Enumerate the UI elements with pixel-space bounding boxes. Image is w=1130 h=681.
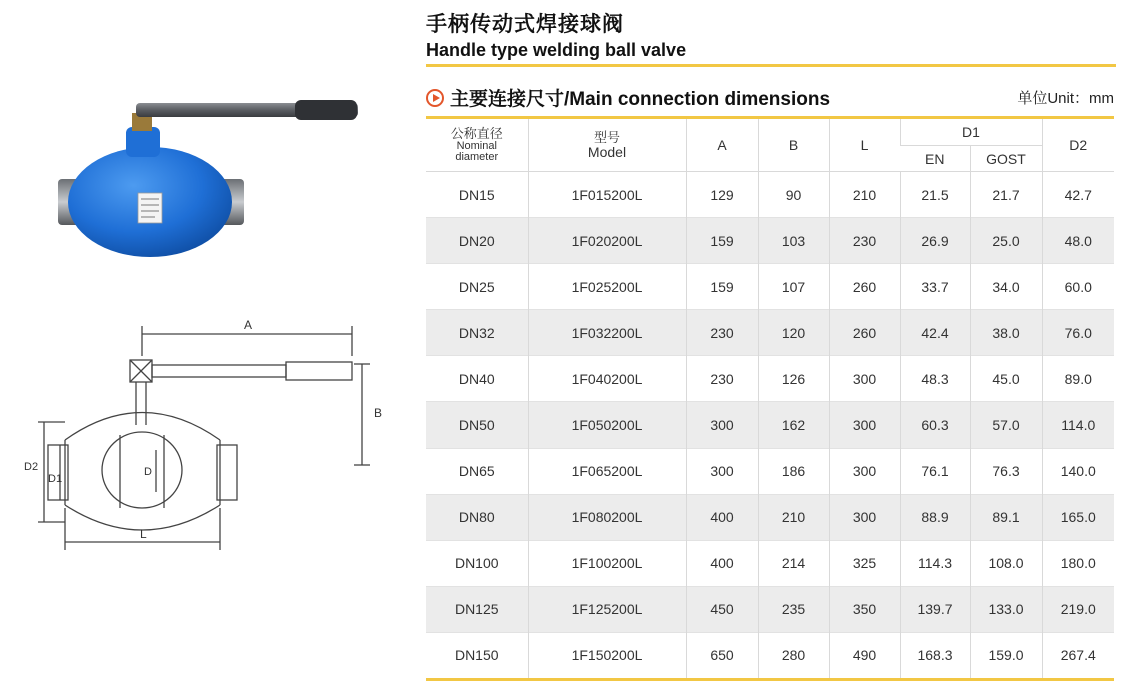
cell-nominal-diameter: DN80: [426, 494, 528, 540]
cell-a: 300: [686, 448, 758, 494]
unit-label: 单位Unit：mm: [1017, 90, 1114, 107]
cell-model: 1F032200L: [528, 310, 686, 356]
cell-d1-en: 114.3: [900, 540, 970, 586]
cell-l: 350: [829, 586, 900, 632]
cell-a: 159: [686, 264, 758, 310]
table-row: [426, 264, 1114, 310]
label-L: L: [140, 527, 147, 541]
cell-d1-en: 88.9: [900, 494, 970, 540]
cell-l: 230: [829, 218, 900, 264]
cell-d2: 267.4: [1042, 632, 1114, 679]
cell-nominal-diameter: DN15: [426, 172, 528, 218]
header-model: 型号 Model: [528, 118, 686, 172]
cell-nominal-diameter: DN125: [426, 586, 528, 632]
cell-d2: 180.0: [1042, 540, 1114, 586]
cell-model: 1F100200L: [528, 540, 686, 586]
cell-d1-en: 76.1: [900, 448, 970, 494]
cell-nominal-diameter: DN40: [426, 356, 528, 402]
cell-d1-gost: 25.0: [970, 218, 1042, 264]
header-a: A: [686, 118, 758, 172]
cell-d1-en: 21.5: [900, 172, 970, 218]
page-title-en: Handle type welding ball valve: [426, 40, 687, 60]
cell-a: 230: [686, 356, 758, 402]
table-row: [426, 494, 1114, 540]
dimensions-table: [426, 116, 1114, 681]
table-row: [426, 540, 1114, 586]
cell-d2: 114.0: [1042, 402, 1114, 448]
cell-model: 1F065200L: [528, 448, 686, 494]
cell-b: 120: [758, 310, 829, 356]
cell-d1-gost: 34.0: [970, 264, 1042, 310]
cell-model: 1F040200L: [528, 356, 686, 402]
cell-b: 107: [758, 264, 829, 310]
cell-model: 1F150200L: [528, 632, 686, 679]
table-row: [426, 448, 1114, 494]
cell-l: 210: [829, 172, 900, 218]
cell-b: 214: [758, 540, 829, 586]
cell-a: 450: [686, 586, 758, 632]
cell-l: 490: [829, 632, 900, 679]
cell-d1-en: 42.4: [900, 310, 970, 356]
cell-a: 159: [686, 218, 758, 264]
header-l: L: [829, 118, 900, 172]
valve-technical-drawing: [20, 310, 390, 555]
page-title-cn: 手柄传动式焊接球阀: [426, 12, 624, 36]
cell-d2: 48.0: [1042, 218, 1114, 264]
cell-a: 300: [686, 402, 758, 448]
cell-b: 280: [758, 632, 829, 679]
label-B: B: [374, 406, 383, 420]
header-gost: GOST: [970, 146, 1042, 172]
cell-d1-gost: 57.0: [970, 402, 1042, 448]
cell-b: 126: [758, 356, 829, 402]
cell-d1-gost: 159.0: [970, 632, 1042, 679]
cell-nominal-diameter: DN32: [426, 310, 528, 356]
cell-model: 1F050200L: [528, 402, 686, 448]
cell-d2: 76.0: [1042, 310, 1114, 356]
cell-b: 210: [758, 494, 829, 540]
cell-nominal-diameter: DN150: [426, 632, 528, 679]
cell-l: 300: [829, 448, 900, 494]
cell-l: 260: [829, 310, 900, 356]
cell-model: 1F080200L: [528, 494, 686, 540]
cell-d1-en: 168.3: [900, 632, 970, 679]
cell-d1-gost: 108.0: [970, 540, 1042, 586]
cell-d1-gost: 21.7: [970, 172, 1042, 218]
cell-a: 400: [686, 494, 758, 540]
title-divider: [426, 64, 1116, 67]
cell-l: 300: [829, 356, 900, 402]
cell-l: 260: [829, 264, 900, 310]
cell-d2: 140.0: [1042, 448, 1114, 494]
cell-nominal-diameter: DN25: [426, 264, 528, 310]
cell-d1-gost: 45.0: [970, 356, 1042, 402]
cell-d1-en: 48.3: [900, 356, 970, 402]
cell-b: 90: [758, 172, 829, 218]
label-A: A: [244, 318, 253, 332]
cell-l: 325: [829, 540, 900, 586]
table-row: [426, 310, 1114, 356]
cell-nominal-diameter: DN100: [426, 540, 528, 586]
cell-a: 129: [686, 172, 758, 218]
cell-b: 162: [758, 402, 829, 448]
label-D1: D1: [48, 473, 63, 485]
cell-b: 186: [758, 448, 829, 494]
cell-d2: 165.0: [1042, 494, 1114, 540]
cell-d1-en: 139.7: [900, 586, 970, 632]
cell-a: 230: [686, 310, 758, 356]
cell-nominal-diameter: DN50: [426, 402, 528, 448]
cell-d2: 60.0: [1042, 264, 1114, 310]
section-title: 主要连接尺寸/Main connection dimensions: [450, 89, 831, 110]
table-row: [426, 218, 1114, 264]
cell-model: 1F020200L: [528, 218, 686, 264]
label-D: D: [144, 466, 152, 478]
cell-d1-gost: 89.1: [970, 494, 1042, 540]
cell-d1-gost: 133.0: [970, 586, 1042, 632]
cell-d1-en: 60.3: [900, 402, 970, 448]
cell-d1-gost: 76.3: [970, 448, 1042, 494]
header-d1: D1: [900, 118, 1042, 146]
table-row: [426, 172, 1114, 218]
header-b: B: [758, 118, 829, 172]
cell-l: 300: [829, 402, 900, 448]
cell-d1-en: 26.9: [900, 218, 970, 264]
table-row: [426, 586, 1114, 632]
cell-d2: 219.0: [1042, 586, 1114, 632]
cell-model: 1F025200L: [528, 264, 686, 310]
label-D2: D2: [24, 461, 39, 473]
cell-b: 103: [758, 218, 829, 264]
valve-photo: [40, 75, 370, 275]
cell-d1-gost: 38.0: [970, 310, 1042, 356]
play-circle-icon: [426, 89, 444, 107]
header-d2: D2: [1042, 118, 1114, 172]
cell-model: 1F125200L: [528, 586, 686, 632]
cell-b: 235: [758, 586, 829, 632]
cell-nominal-diameter: DN20: [426, 218, 528, 264]
header-nominal-diameter: 公称直径 Nominal diameter: [426, 118, 528, 172]
cell-l: 300: [829, 494, 900, 540]
table-row: [426, 356, 1114, 402]
cell-d2: 42.7: [1042, 172, 1114, 218]
table-row: [426, 632, 1114, 679]
cell-nominal-diameter: DN65: [426, 448, 528, 494]
header-en: EN: [900, 146, 970, 172]
cell-d2: 89.0: [1042, 356, 1114, 402]
cell-model: 1F015200L: [528, 172, 686, 218]
section-header: [426, 84, 830, 111]
table-row: [426, 402, 1114, 448]
cell-a: 650: [686, 632, 758, 679]
cell-a: 400: [686, 540, 758, 586]
cell-d1-en: 33.7: [900, 264, 970, 310]
